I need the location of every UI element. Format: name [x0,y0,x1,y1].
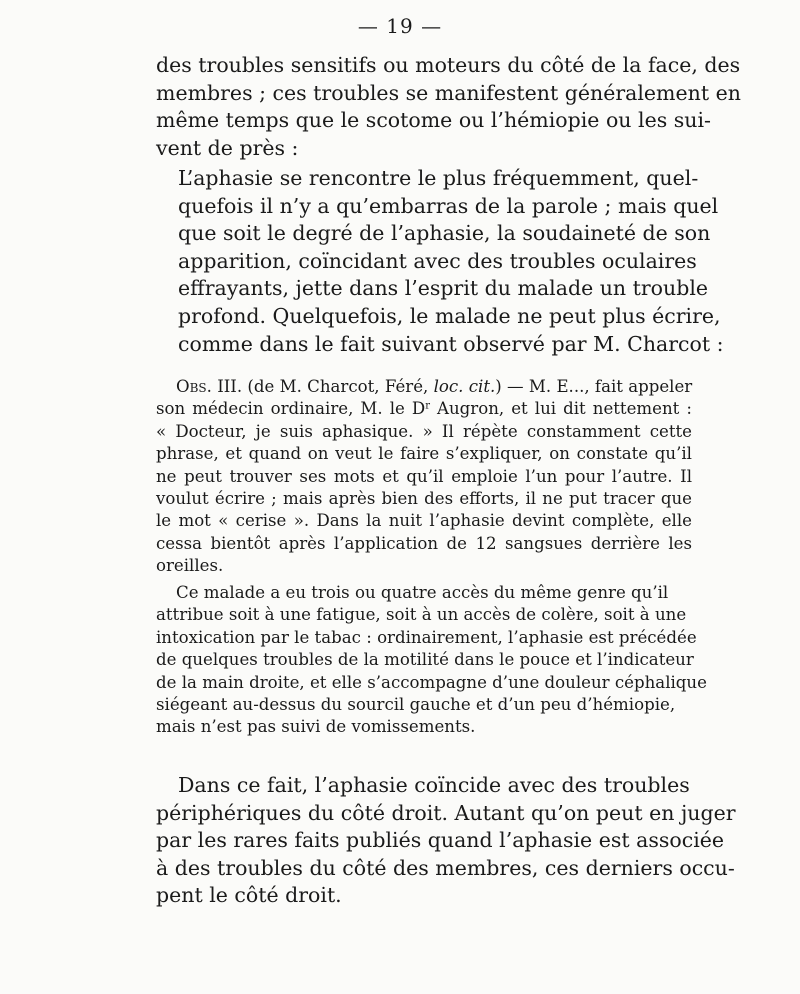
text-line: que soit le degré de l’aphasie, la soudaineté de son [178,221,711,246]
text-line: attribue soit à une fatigue, soit à un accès de colère, soit à une [156,605,687,625]
paragraph-2 [156,165,724,358]
paragraph-1 [156,52,741,162]
text-line: par les rares faits publiés quand l’aphasie est associée [156,828,725,853]
text-line: membres ; ces troubles se manifestent généralement en [156,80,741,105]
observation-block [156,376,692,578]
observation-label: Obs. III. [176,377,243,396]
text-line: apparition, coïncidant avec des troubles oculaires [178,248,697,273]
paragraph-4 [156,772,736,910]
text-line: intoxication par le tabac : ordinairement, l’aphasie est précédée [156,627,697,647]
text-line: de la main droite, et elle s’accompagne d’une douleur céphalique [156,672,707,692]
observation-header-line [156,376,692,398]
text-line: Ce malade a eu trois ou quatre accès du même genre qu’il [176,583,669,602]
observation-source: (de M. Charcot, Féré, [242,377,434,396]
text-line: oreilles. [156,556,224,576]
text-line: à des troubles du côté des membres, ces derniers occu- [156,855,735,880]
text-line: vent de près : [156,135,299,160]
observation-continuation [156,582,707,739]
text-line: siégeant au-dessus du sourcil gauche et d’un peu d’hémiopie, [156,695,676,715]
text-line: le mot « cerise ». Dans la nuit l’aphasie devint complète, elle [156,511,692,531]
text-line: « Docteur, je suis aphasique. » Il répète constamment cette [156,421,692,441]
text-line: des troubles sensitifs ou moteurs du côté de la face, des [156,53,741,77]
text-line: mais n’est pas suivi de vomissements. [156,717,476,737]
text-line: même temps que le scotome ou l’hémiopie ou les sui- [156,108,711,133]
text-fragment: Augron, et lui dit nettement : [429,399,692,419]
text-line: cessa bientôt après l’application de 12 sangsues derrière les [156,533,692,553]
text-line: effrayants, jette dans l’esprit du malade un trouble [178,276,709,301]
text-line: profond. Quelquefois, le malade ne peut plus écrire, [178,303,721,328]
text-line: L’aphasie se rencontre le plus fréquemment, quel- [178,166,699,190]
observation-source-citation: loc. cit. [433,377,496,396]
observation-source-end: ) — M. E..., fait appeler [495,377,693,396]
text-line: pent le côté droit. [156,883,342,908]
text-fragment: son médecin ordinaire, M. le D [156,399,426,419]
text-line: périphériques du côté droit. Autant qu’on peut en juger [156,800,736,825]
text-line: Dans ce fait, l’aphasie coïncide avec des troubles [178,773,690,797]
text-line [156,398,692,420]
text-line: de quelques troubles de la motilité dans le pouce et l’indicateur [156,650,694,670]
superscript: r [425,400,430,412]
text-line: voulut écrire ; mais après bien des efforts, il ne put tracer que [156,489,692,509]
text-line: comme dans le fait suivant observé par M. Charcot : [178,331,724,356]
text-line: phrase, et quand on veut le faire s’expliquer, on constate qu’il [156,444,692,464]
page-number: — 19 — [357,14,443,38]
text-line: ne peut trouver ses mots et qu’il emploie l’un pour l’autre. Il [156,466,692,486]
text-line: quefois il n’y a qu’embarras de la parole ; mais quel [178,193,719,218]
